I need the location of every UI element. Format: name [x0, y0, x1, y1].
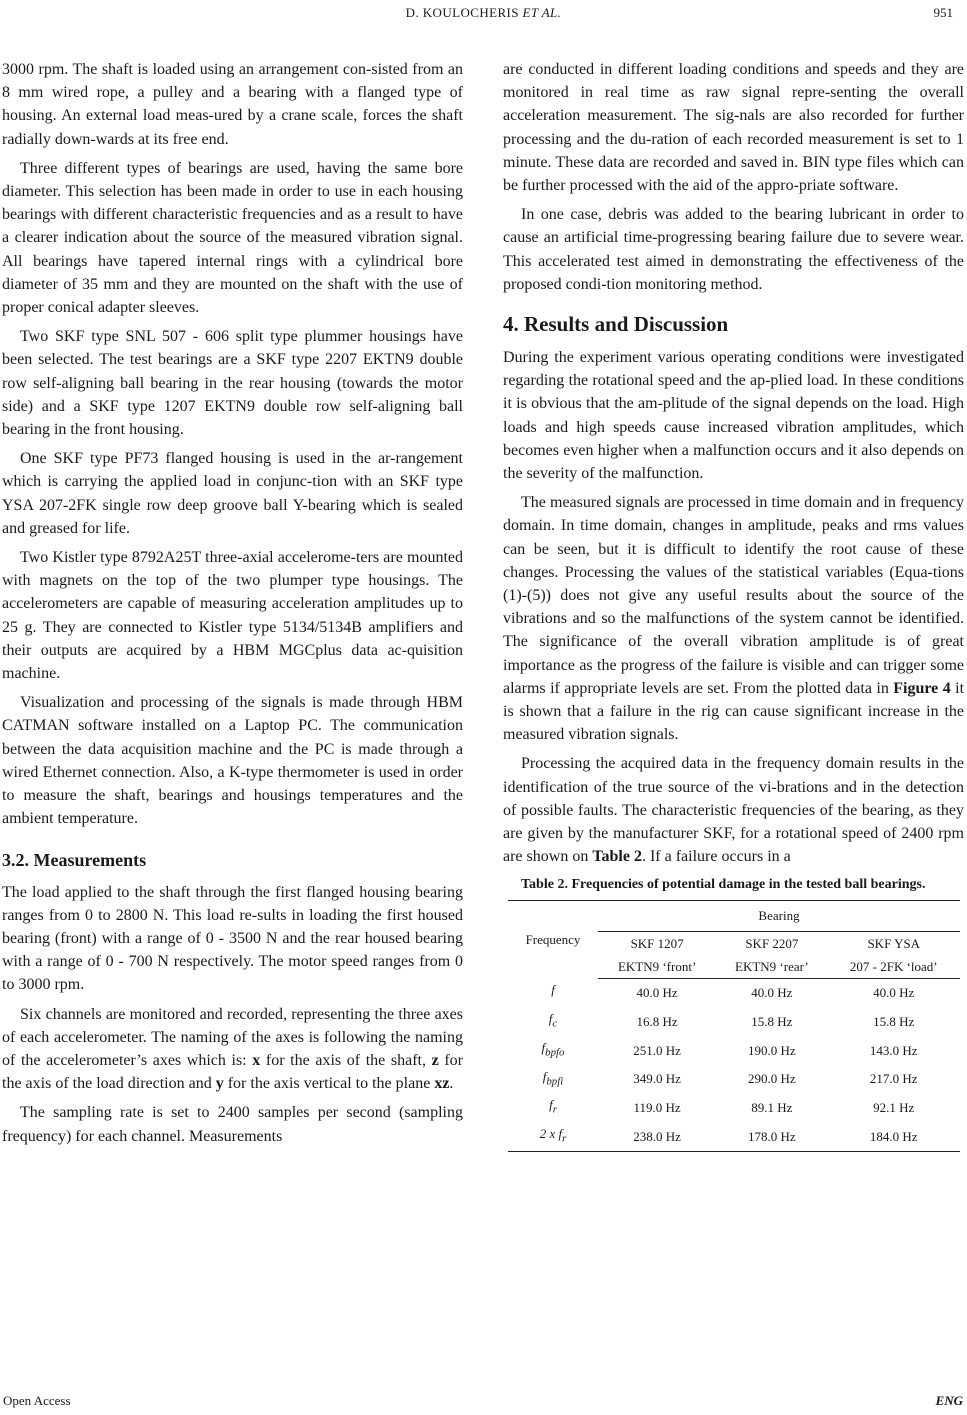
column-header: SKF YSA [867, 935, 921, 951]
header-et-al: ET AL. [522, 5, 562, 20]
frequency-table [508, 900, 960, 1152]
paragraph-frequency-domain: Processing the acquired data in the frequency domain results in the identification of the true source of the vi-brations and in the detection of possible faults. The characteristic frequencies of the bearing, as they are given by the manufacturer SKF, for a rotational speed of 2400 rpm are shown on Table 2. If a failure occurs in a [503, 755, 964, 866]
frequency-symbol: f [551, 982, 555, 998]
paragraph: 3000 rpm. The shaft is loaded using an arrangement con-sisted from an 8 mm wired rope, a pulley and a bearing with a flanged type of housing. An external load meas-ured by a crane scale, forces the shaft radially down-wards at its free end. [2, 61, 463, 148]
paragraph: are conducted in different loading conditions and speeds and they are monitored in real time as raw signal repre-senting the overall acceleration measurement. The sig-nals are also recorded for further processing and the du-ration of each recorded measurement is set to 1 minute. These data are recorded and saved in. BIN type files which can be further processed with the aid of the appro-priate software. [503, 61, 964, 195]
right-column [503, 58, 964, 1152]
table-cell: 92.1 Hz [873, 1100, 915, 1116]
paragraph-axes: Six channels are monitored and recorded, representing the three axes of each accelerometer. The naming of the axes is following the naming of the accelerometer’s axes which is: x for the axis of the shaft, z for the axis of the load direction and y for the axis vertical to the plane xz. [2, 1005, 464, 1093]
table-row [508, 1036, 960, 1065]
bearing-group-header: Bearing [598, 900, 960, 931]
section-heading-measurements: 3.2. Measurements [2, 849, 147, 870]
page-number: 951 [933, 5, 953, 20]
table-cell: 16.8 Hz [636, 1013, 678, 1029]
paragraph: Two SKF type SNL 507 - 606 split type plummer housings have been selected. The test bearings are a SKF type 2207 EKTN9 double row self-aligning ball bearing in the rear housing (towards the motor side) and a SKF type 1207 EKTN9 double row self-aligning ball bearing in the front housing. [2, 328, 463, 439]
table-cell: 238.0 Hz [598, 1122, 716, 1151]
paragraph: Two Kistler type 8792A25T three-axial accelerome-ters are mounted with magnets on the top of the two plumper type housings. The accelerometers are capable of measuring acceleration amplitudes up to 25 g. They are connected to Kistler type 5134/5134B amplifiers and their outputs are acquired by a HBM MGCplus data ac-quisition machine. [2, 549, 463, 683]
table-cell: 178.0 Hz [716, 1122, 827, 1151]
table-row [508, 1093, 960, 1122]
running-header [0, 0, 967, 30]
header-authors: D. KOULOCHERIS [405, 5, 519, 20]
paragraph: Three different types of bearings are used, having the same bore diameter. This selection has been made in order to use in each housing bearings with different characteristic frequencies and as a result to have a clearer indication about the source of the measured vibration signal. All bearings have tapered internal rings with a cylindrical bore diameter of 35 mm and they are mounted on the shaft with the use of proper conical adapter sleeves. [2, 159, 463, 317]
table-row [508, 978, 960, 1007]
paragraph: Visualization and processing of the signals is made through HBM CATMAN software installed on a Laptop PC. The communication between the data acquisition machine and the PC is made through a wired Ethernet connection. Also, a K-type thermometer is used in order to measure the shaft, bearings and housings temperatures and the ambient temperature. [2, 694, 463, 828]
axis-z-label: z [431, 1051, 439, 1069]
table-cell: 349.0 Hz [633, 1071, 681, 1087]
axis-x-label: x [252, 1051, 261, 1069]
paragraph: In one case, debris was added to the bearing lubricant in order to cause an artificial time-progressing bearing failure due to severe wear. This accelerated test aimed in demonstrating the effectiveness of the proposed condi-tion monitoring method. [503, 206, 964, 293]
paragraph: The sampling rate is set to 2400 samples per second (sampling frequency) for each channel. Measurements [2, 1104, 463, 1145]
figure-reference: Figure 4 [893, 679, 951, 697]
table-cell: 184.0 Hz [828, 1122, 960, 1151]
plane-xz-label: xz [434, 1075, 450, 1093]
table-row [508, 1122, 960, 1151]
frequency-symbol: $f_{bpfo}$ [541, 1039, 565, 1059]
column-header: SKF 1207 [630, 935, 684, 951]
column-header: 207 - 2FK ‘load’ [828, 955, 960, 979]
footer-open-access: Open Access [3, 1393, 71, 1408]
table-cell: 15.8 Hz [873, 1013, 915, 1029]
table-cell: 119.0 Hz [633, 1100, 681, 1116]
paragraph: During the experiment various operating conditions were investigated regarding the rotational speed and the ap-plied load. In these conditions it is obvious that the am-plitude of the signal depends on the load. High loads and high speeds cause increased vibration amplitudes, which becomes even higher when a malfunction occurs and it also depends on the severity of the malfunction. [503, 349, 964, 483]
table-cell: 40.0 Hz [873, 985, 915, 1001]
paragraph: The load applied to the shaft through the first flanged housing bearing ranges from 0 to 2800 N. This load re-sults in loading the first housed bearing (front) with a range of 0 - 3500 N and the rear housed bearing with a range of 0 - 700 N respectively. The motor speed ranges from 0 to 3000 rpm. [2, 883, 463, 994]
paragraph: One SKF type PF73 flanged housing is used in the ar-rangement which is carrying the applied load in conjunc-tion with an SKF type YSA 207-2FK single row deep groove ball Y-bearing which is sealed and greased for life. [2, 450, 463, 537]
table-cell: 40.0 Hz [751, 985, 793, 1001]
table-cell: 290.0 Hz [748, 1071, 796, 1087]
column-header: SKF 2207 [745, 935, 799, 951]
table-cell: 217.0 Hz [869, 1071, 918, 1087]
frequency-symbol: $f_{bpfi}$ [542, 1068, 564, 1088]
table-cell: 15.8 Hz [751, 1013, 793, 1029]
table-cell: 251.0 Hz [633, 1042, 681, 1058]
axis-y-label: y [215, 1075, 224, 1093]
column-header: EKTN9 ‘front’ [598, 955, 716, 979]
frequency-symbol: 2 x $f_r$ [508, 1122, 598, 1151]
left-column [2, 58, 463, 1154]
table-caption: Table 2. Frequencies of potential damage in the tested ball bearings. [521, 876, 926, 892]
table-row [508, 1007, 960, 1036]
footer-journal: ENG [935, 1393, 963, 1408]
table-cell: 190.0 Hz [748, 1042, 796, 1058]
table-reference: Table 2 [592, 848, 642, 866]
paragraph-time-domain: The measured signals are processed in time domain and in frequency domain. In time domain, changes in amplitude, peaks and rms values can be seen, but it is difficult to identify the root cause of these changes. Processing the values of the statistical variables (Equa-tions (1)-(5)) does not give any useful results about the source of the vibrations and so the malfunctions of the system cannot be identified. The significance of the overall vibration amplitude is of great importance as the progress of the failure is visible and can trigger some alarms if appropriate levels are set. From the plotted data in Figure 4 it is shown that a failure in the rig can cause significant increase in the measured vibration signals. [503, 494, 965, 744]
frequency-symbol: $f_r$ [549, 1097, 557, 1116]
section-heading-results: 4. Results and Discussion [503, 312, 729, 337]
table-row [508, 1065, 960, 1094]
frequency-row-header: Frequency [508, 900, 598, 978]
column-header: EKTN9 ‘rear’ [716, 955, 827, 979]
frequency-symbol: $f_c$ [548, 1011, 558, 1030]
table-cell: 89.1 Hz [751, 1100, 793, 1116]
table-cell: 143.0 Hz [869, 1042, 918, 1058]
table-cell: 40.0 Hz [636, 985, 678, 1001]
running-title [0, 5, 967, 21]
